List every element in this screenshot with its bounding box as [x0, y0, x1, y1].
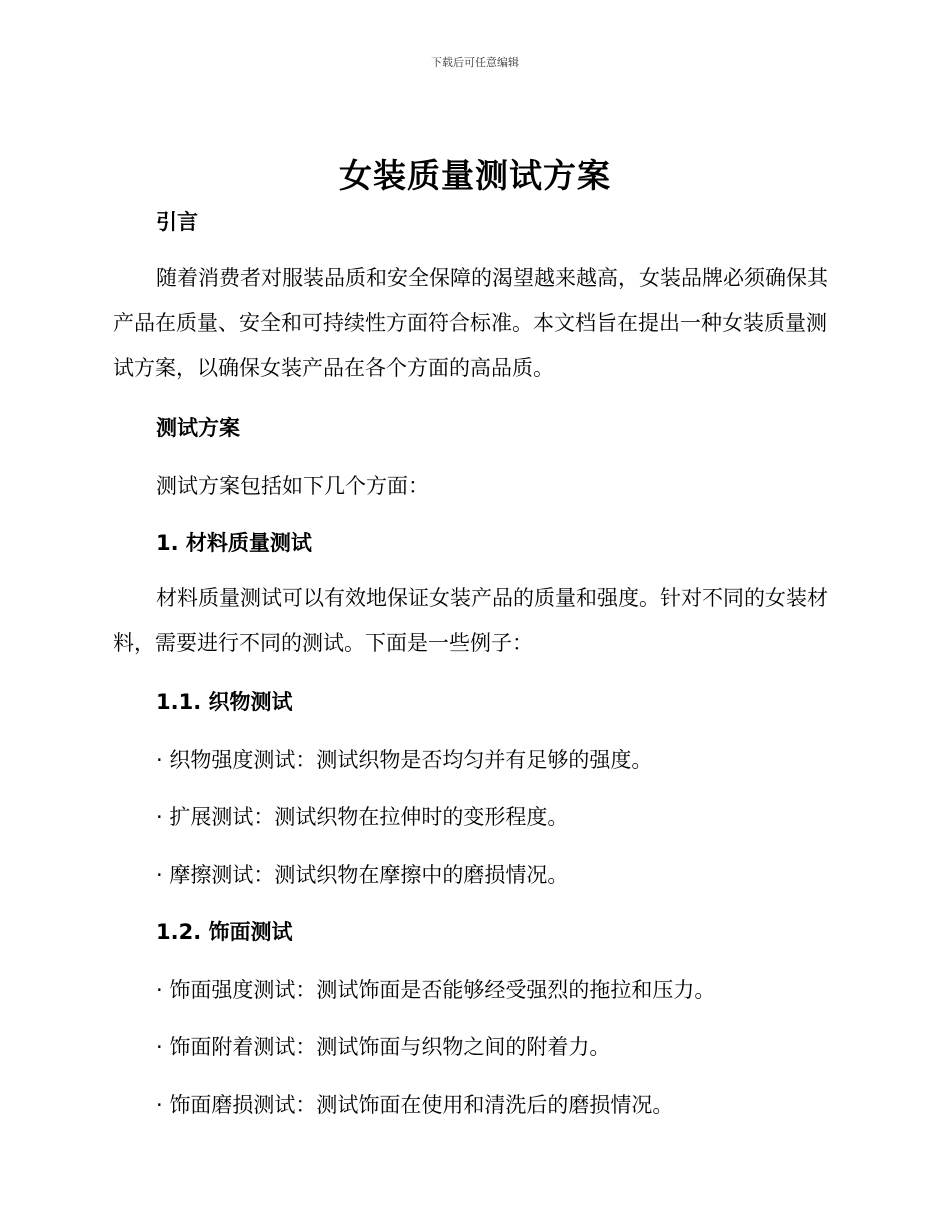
list-item: · 扩展测试：测试织物在拉伸时的变形程度。	[156, 805, 569, 829]
list-item: · 饰面附着测试：测试饰面与织物之间的附着力。	[156, 1035, 611, 1059]
section1-heading: 1. 材料质量测试	[156, 531, 312, 555]
document-title: 女装质量测试方案	[339, 156, 611, 195]
section1-1-heading: 1.1. 织物测试	[156, 690, 293, 714]
section1-paragraph: 材料质量测试可以有效地保证女装产品的质量和强度。针对不同的女装材料，需要进行不同的测试。下面是一些例子：	[113, 586, 828, 655]
intro-heading: 引言	[156, 210, 198, 234]
header-note: 下载后可任意编辑	[431, 56, 519, 69]
intro-paragraph: 随着消费者对服装品质和安全保障的渴望越来越高，女装品牌必须确保其产品在质量、安全和可持续性方面符合标准。本文档旨在提出一种女装质量测试方案，以确保女装产品在各个方面的高品质。	[113, 266, 828, 380]
section1-2-heading: 1.2. 饰面测试	[156, 920, 293, 944]
list-item: · 饰面强度测试：测试饰面是否能够经受强烈的拖拉和压力。	[156, 978, 716, 1002]
list-item: · 饰面磨损测试：测试饰面在使用和清洗后的磨损情况。	[156, 1093, 674, 1117]
list-item: · 摩擦测试：测试织物在摩擦中的磨损情况。	[156, 863, 569, 887]
test-plan-intro: 测试方案包括如下几个方面：	[156, 474, 429, 498]
list-item: · 织物强度测试：测试织物是否均匀并有足够的强度。	[156, 748, 653, 772]
test-plan-heading: 测试方案	[156, 416, 240, 440]
